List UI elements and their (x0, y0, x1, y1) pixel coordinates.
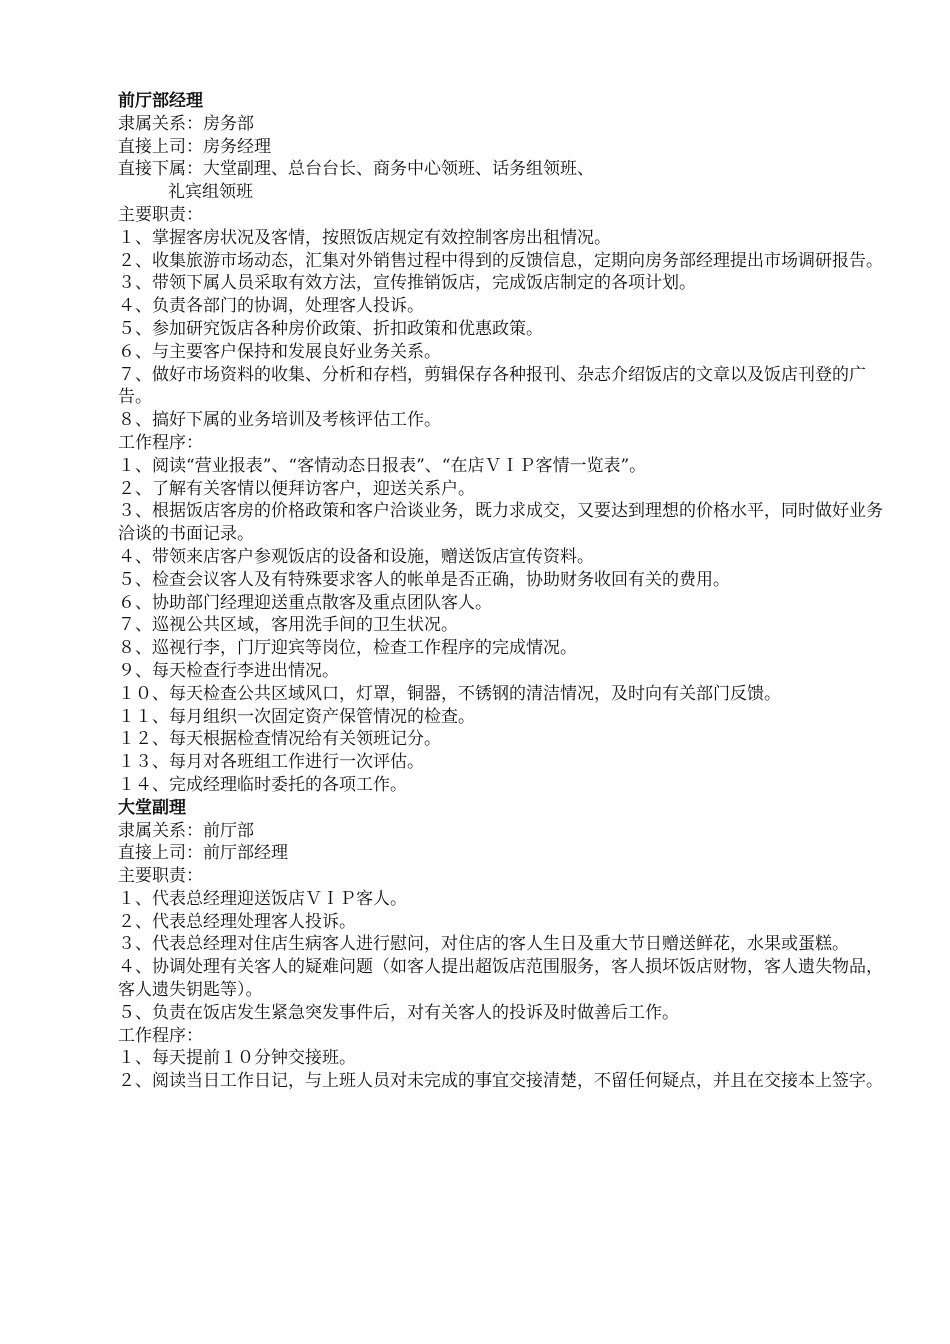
text-line: ２、代表总经理处理客人投诉。 (118, 911, 356, 932)
text-line: １、代表总经理迎送饭店ＶＩＰ客人。 (118, 888, 407, 909)
text-line: 直接上司：房务经理 (118, 136, 271, 157)
text-line: 直接下属：大堂副理、总台台长、商务中心领班、话务组领班、 (118, 159, 594, 180)
text-line: ７、做好市场资料的收集、分析和存档，剪辑保存各种报刊、杂志介绍饭店的文章以及饭店刊登的广告。 (118, 364, 866, 408)
text-line: ２、了解有关客情以便拜访客户，迎送关系户。 (118, 478, 475, 499)
text-line: 隶属关系：房务部 (118, 113, 254, 134)
text-line: ７、巡视公共区域，客用洗手间的卫生状况。 (118, 615, 458, 636)
text-line: ３、根据饭店客房的价格政策和客户洽谈业务，既力求成交，又要达到理想的价格水平，同时做好业务洽谈的书面记录。 (118, 501, 883, 545)
text-line: 工作程序： (118, 1025, 203, 1046)
text-line: ２、收集旅游市场动态，汇集对外销售过程中得到的反馈信息，定期向房务部经理提出市场调研报告。 (118, 250, 883, 271)
text-line: １１、每月组织一次固定资产保管情况的检查。 (118, 706, 475, 727)
text-line: １０、每天检查公共区域风口，灯罩，铜器，不锈钢的清洁情况，及时向有关部门反馈。 (118, 683, 781, 704)
section-heading: 大堂副理 (118, 797, 186, 818)
text-line: １２、每天根据检查情况给有关领班记分。 (118, 729, 441, 750)
text-line: 主要职责： (118, 866, 203, 887)
section-heading: 前厅部经理 (118, 91, 203, 111)
text-line: ２、阅读当日工作日记，与上班人员对未完成的事宜交接清楚，不留任何疑点，并且在交接本上签字。 (118, 1071, 883, 1092)
text-line: １、每天提前１０分钟交接班。 (118, 1048, 356, 1069)
text-line: 主要职责： (118, 204, 203, 225)
text-line: ８、搞好下属的业务培训及考核评估工作。 (118, 410, 441, 431)
text-line: １４、完成经理临时委托的各项工作。 (118, 774, 407, 795)
text-line: ４、协调处理有关客人的疑难问题（如客人提出超饭店范围服务，客人损坏饭店财物，客人遗失物品，客人遗失钥匙等）。 (118, 957, 883, 1001)
document-page (118, 90, 890, 1093)
text-line: ８、巡视行李，门厅迎宾等岗位，检查工作程序的完成情况。 (118, 638, 577, 659)
text-line: １、阅读“营业报表”、“客情动态日报表”、“在店ＶＩＰ客情一览表”。 (118, 455, 647, 476)
text-line: ３、代表总经理对住店生病客人进行慰问，对住店的客人生日及重大节日赠送鲜花，水果或蛋糕。 (118, 934, 849, 955)
text-line: ９、每天检查行李进出情况。 (118, 660, 339, 681)
text-line: 工作程序： (118, 432, 203, 453)
text-line: ３、带领下属人员采取有效方法，宣传推销饭店，完成饭店制定的各项计划。 (118, 273, 696, 294)
text-line: 直接上司：前厅部经理 (118, 843, 288, 864)
text-line: ６、与主要客户保持和发展良好业务关系。 (118, 341, 441, 362)
text-line: ５、负责在饭店发生紧急突发事件后，对有关客人的投诉及时做善后工作。 (118, 1002, 679, 1023)
text-line: ５、检查会议客人及有特殊要求客人的帐单是否正确，协助财务收回有关的费用。 (118, 569, 730, 590)
text-line: ５、参加研究饭店各种房价政策、折扣政策和优惠政策。 (118, 318, 543, 339)
text-line: ６、协助部门经理迎送重点散客及重点团队客人。 (118, 592, 492, 613)
text-line: 礼宾组领班 (168, 182, 253, 203)
text-line: １、掌握客房状况及客情，按照饭店规定有效控制客房出租情况。 (118, 227, 611, 248)
text-line: 隶属关系：前厅部 (118, 820, 254, 841)
text-line: ４、带领来店客户参观饭店的设备和设施，赠送饭店宣传资料。 (118, 546, 594, 567)
text-line: １３、每月对各班组工作进行一次评估。 (118, 752, 424, 773)
text-line: ４、负责各部门的协调，处理客人投诉。 (118, 296, 424, 317)
